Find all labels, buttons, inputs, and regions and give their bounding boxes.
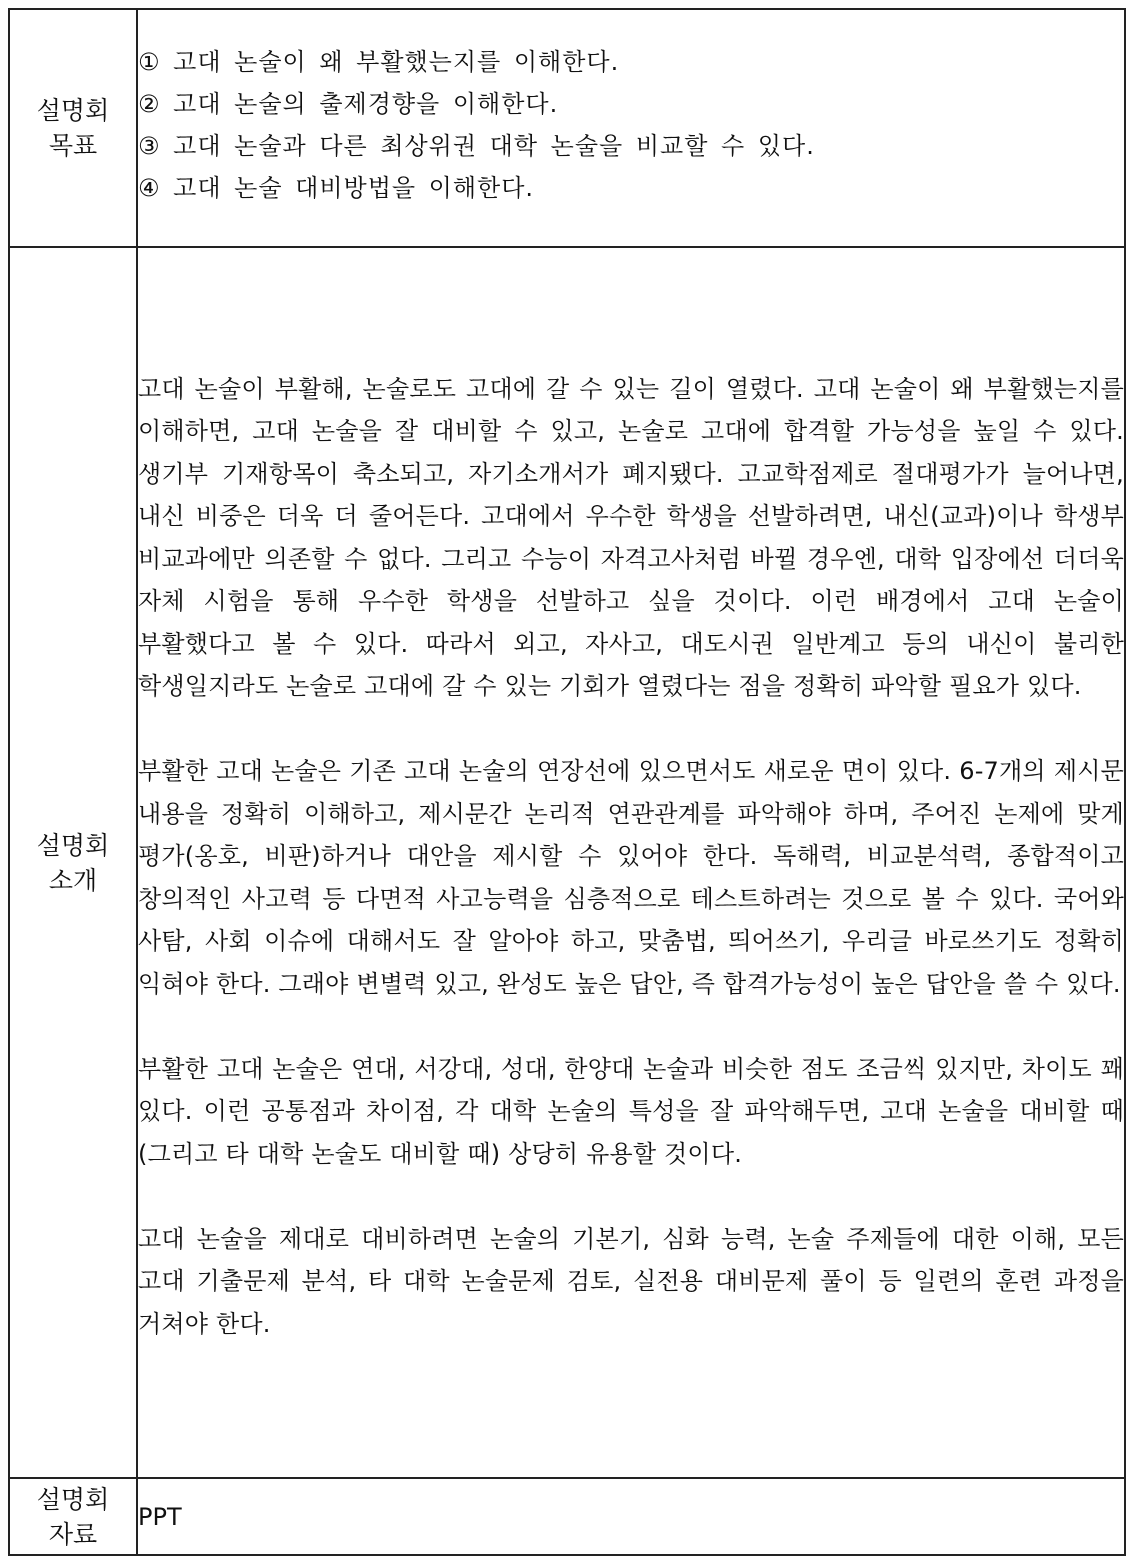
info-table [8,8,1126,1556]
intro-content-cell [137,247,1125,1478]
intro-text [138,368,1124,1346]
intro-label-cell [9,247,137,1478]
material-row [9,1478,1125,1555]
intro-label-line2: 소개 [48,865,98,895]
material-label-line1: 설명회 [36,1484,110,1514]
intro-paragraph: 부활한 고대 논술은 연대, 서강대, 성대, 한양대 논술과 비슷한 점도 조금씩 있지만, 차이도 꽤 있다. 이런 공통점과 차이점, 각 대학 논술의 특성을 잘 파악해두면, 고대 논술을 대비할 때(그리고 타 대학 논술도 대비할 때) 상당히 유용할 것이다. [138,1054,1124,1168]
goals-row [9,9,1125,247]
goals-label-line1: 설명회 [36,96,110,125]
intro-paragraph: 고대 논술이 부활해, 논술로도 고대에 갈 수 있는 길이 열렸다. 고대 논술이 왜 부활했는지를 이해하면, 고대 논술을 잘 대비할 수 있고, 논술로 고대에 합격할 가능성을 높일 수 있다. 생기부 기재항목이 축소되고, 자기소개서가 폐지됐다. 고교학점제로 절대평가가 늘어나면, 내신 비중은 더욱 더 줄어든다. 고대에서 우수한 학생을 선발하려면, 내신(교과)이나 학생부 비교과에만 의존할 수 없다. 그리고 수능이 자격고사처럼 바뀔 경우엔, 대학 입장에선 더더욱 자체 시험을 통해 우수한 학생을 선발하고 싶을 것이다. 이런 배경에서 고대 논술이 부활했다고 볼 수 있다. 따라서 외고, 자사고, 대도시권 일반계고 등의 내신이 불리한 학생일지라도 논술로 고대에 갈 수 있는 기회가 열렸다는 점을 정확히 파악할 필요가 있다. [138,374,1124,701]
goals-label-cell [9,9,137,247]
intro-paragraph: 고대 논술을 제대로 대비하려면 논술의 기본기, 심화 능력, 논술 주제들에 대한 이해, 모든 고대 기출문제 분석, 타 대학 논술문제 검토, 실전용 대비문제 풀이 등 일련의 훈련 과정을 거쳐야 한다. [138,1224,1124,1338]
intro-paragraph: 부활한 고대 논술은 기존 고대 논술의 연장선에 있으면서도 새로운 면이 있다. 6-7개의 제시문 내용을 정확히 이해하고, 제시문간 논리적 연관관계를 파악해야 하며, 주어진 논제에 맞게 평가(옹호, 비판)하거나 대안을 제시할 수 있어야 한다. 독해력, 비교분석력, 종합적이고 창의적인 사고력 등 다면적 사고능력을 심층적으로 테스트하려는 것으로 볼 수 있다. 국어와 사탐, 사회 이슈에 대해서도 잘 알아야 하고, 맞춤법, 띄어쓰기, 우리글 바로쓰기도 정확히 익혀야 한다. 그래야 변별력 있고, 완성도 높은 답안, 즉 합격가능성이 높은 답안을 쓸 수 있다. [138,757,1124,998]
goal-item: ② 고대 논술의 출제경향을 이해한다. [138,90,559,118]
goal-item: ④ 고대 논술 대비방법을 이해한다. [138,174,535,202]
goals-content-cell [137,9,1125,247]
goals-list [138,41,1124,209]
intro-label-line1: 설명회 [36,830,110,860]
material-value: PPT [137,1478,1125,1555]
goals-label-line2: 목표 [48,131,98,160]
intro-row [9,247,1125,1478]
material-label-cell [9,1478,137,1555]
material-label-line2: 자료 [48,1519,98,1549]
goal-item: ① 고대 논술이 왜 부활했는지를 이해한다. [138,48,620,76]
goal-item: ③ 고대 논술과 다른 최상위권 대학 논술을 비교할 수 있다. [138,132,815,160]
